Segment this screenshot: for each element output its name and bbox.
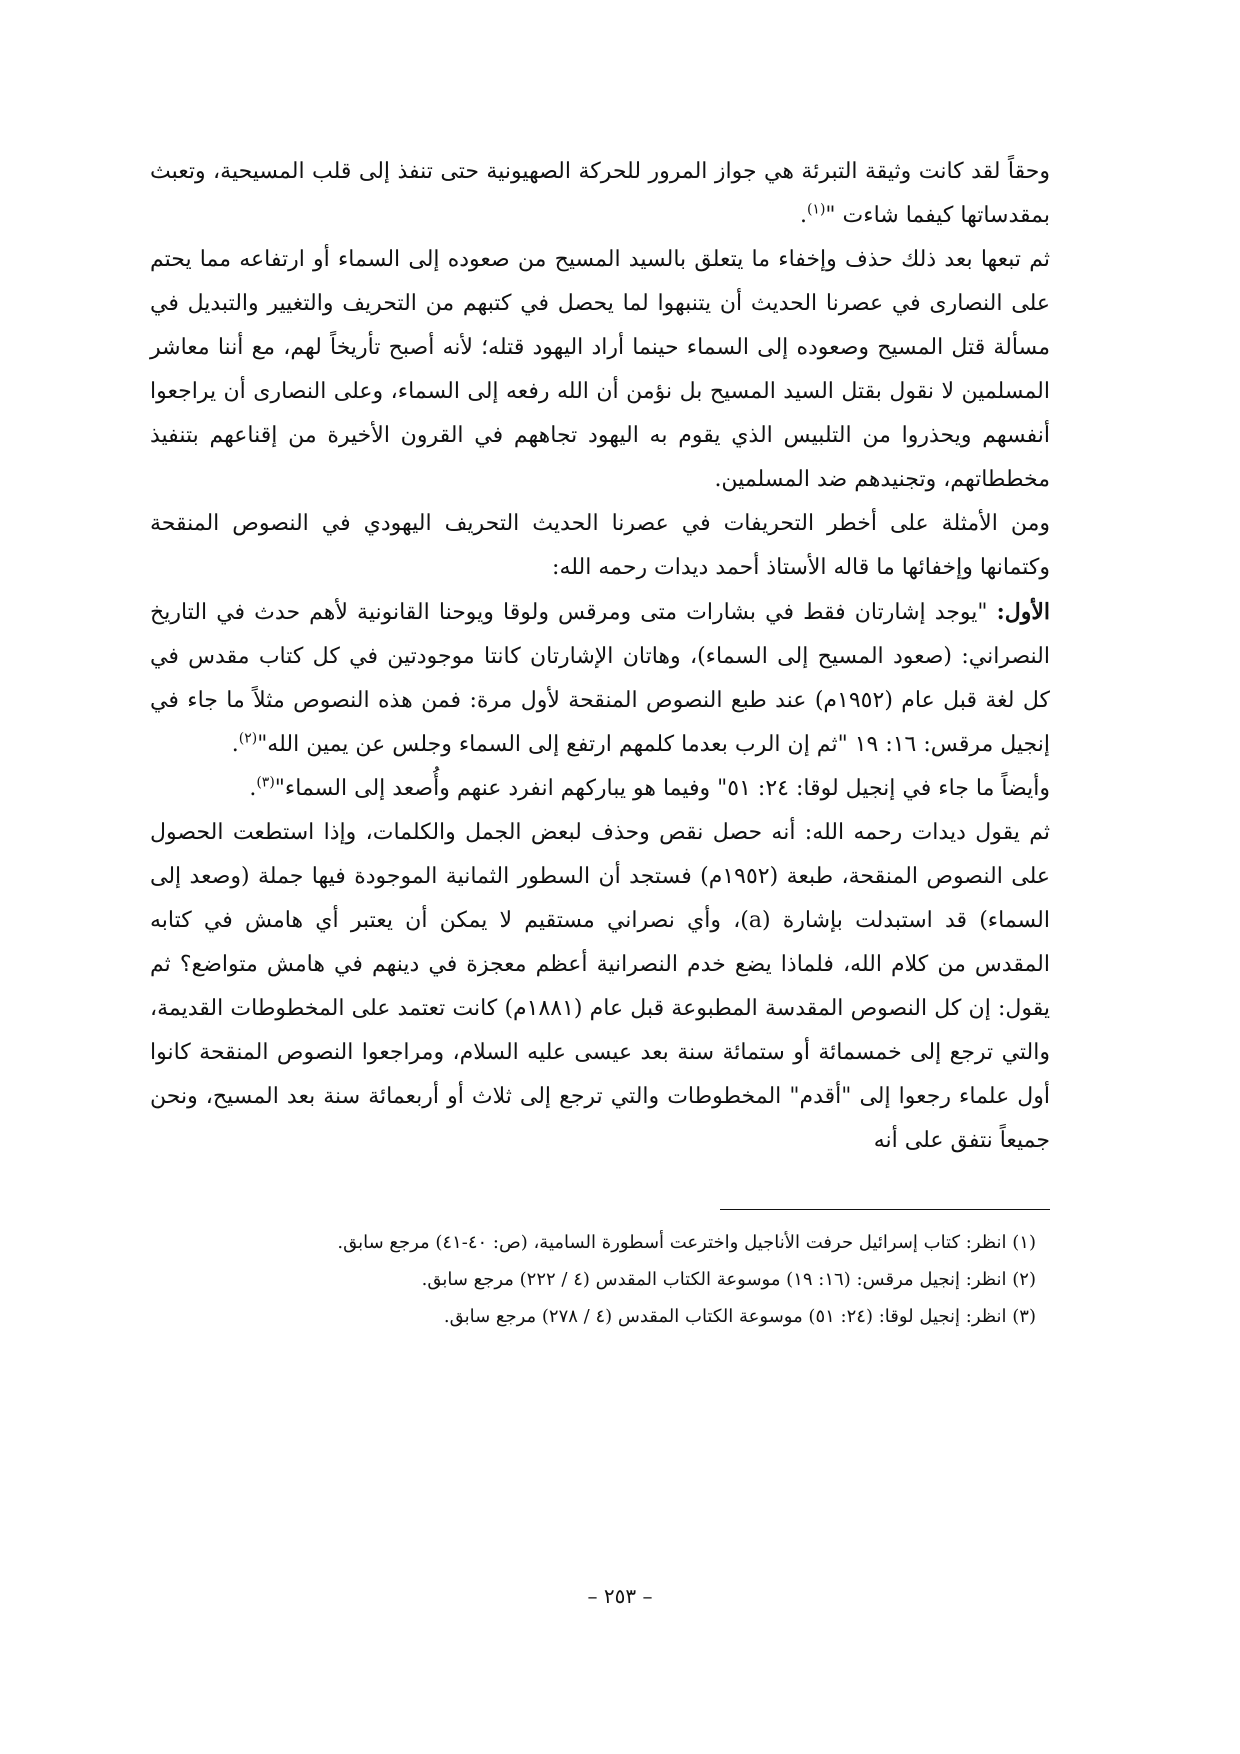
footnote-ref-3[interactable]: (٣) bbox=[256, 774, 275, 791]
footnotes bbox=[150, 1224, 1050, 1335]
footnote-separator bbox=[720, 1209, 1050, 1210]
footnote-3: (٣) انظر: إنجيل لوقا: (٢٤: ٥١) موسوعة الكتاب المقدس (٤ / ٢٧٨) مرجع سابق. bbox=[443, 1306, 1036, 1327]
page-content bbox=[150, 150, 1050, 1335]
paragraph-2: ثم تبعها بعد ذلك حذف وإخفاء ما يتعلق بالسيد المسيح من صعوده إلى السماء أو ارتفاعه مما يحتم على النصارى في عصرنا الحديث أن يتنبهوا لما يحصل في كتبهم من التحريف والتغيير والتبديل في مسألة قتل المسيح وصعوده إلى السماء حينما أراد اليهود قتله؛ لأنه أصبح تأريخاً لهم، مع أننا معاشر المسلمين لا نقول بقتل السيد المسيح بل نؤمن أن الله رفعه إلى السماء، وعلى النصارى أن يراجعوا أنفسهم ويحذروا من التلبيس الذي يقوم به اليهود تجاههم في القرون الأخيرة من إقناعهم بتنفيذ مخططاتهم، وتجنيدهم ضد المسلمين. bbox=[150, 247, 1050, 492]
footnote-ref-2[interactable]: (٢) bbox=[238, 730, 258, 747]
footnote-ref-1[interactable]: (١) bbox=[806, 201, 826, 218]
paragraph-3: ومن الأمثلة على أخطر التحريفات في عصرنا الحديث التحريف اليهودي في النصوص المنقحة وكتمانها وإخفائها ما قاله الأستاذ أحمد ديدات رحمه الله: bbox=[150, 511, 1050, 580]
paragraph-lead: الأول: bbox=[996, 599, 1050, 625]
paragraph-5: وأيضاً ما جاء في إنجيل لوقا: ٢٤: ٥١" وفيما هو يباركهم انفرد عنهم وأُصعد إلى السماء"$^{(٣)}$. bbox=[249, 774, 1050, 801]
main-text bbox=[150, 150, 1050, 1163]
footnote-1: (١) انظر: كتاب إسرائيل حرفت الأناجيل واخترعت أسطورة السامية، (ص: ٤٠-٤١) مرجع سابق. bbox=[337, 1232, 1036, 1253]
paragraph-6: ثم يقول ديدات رحمه الله: أنه حصل نقص وحذف لبعض الجمل والكلمات، وإذا استطعت الحصول على النصوص المنقحة، طبعة (١٩٥٢م) فستجد أن السطور الثمانية الموجودة فيها جملة (وصعد إلى السماء) قد استبدلت بإشارة (a)، وأي نصراني مستقيم لا يمكن أن يعتبر أي هامش في كتابه المقدس من كلام الله، فلماذا يضع خدم النصرانية أعظم معجزة في دينهم في هامش متواضع؟ ثم يقول: إن كل النصوص المقدسة المطبوعة قبل عام (١٨٨١م) كانت تعتمد على المخطوطات القديمة، والتي ترجع إلى خمسمائة أو ستمائة سنة بعد عيسى عليه السلام، ومراجعوا النصوص المنقحة كانوا أول علماء رجعوا إلى "أقدم" المخطوطات والتي ترجع إلى ثلاث أو أربعمائة سنة بعد المسيح، ونحن جميعاً نتفق على أنه bbox=[150, 820, 1050, 1153]
page-number: – ٢٥٣ – bbox=[587, 1584, 653, 1608]
paragraph-1: وحقاً لقد كانت وثيقة التبرئة هي جواز المرور للحركة الصهيونية حتى تنفذ إلى قلب المسيحية، وتعبث بمقدساتها كيفما شاءت "$^{(١)}$. bbox=[150, 159, 1050, 228]
paragraph-4: الأول: "يوجد إشارتان فقط في بشارات متى ومرقس ولوقا ويوحنا القانونية لأهم حدث في التاريخ النصراني: (صعود المسيح إلى السماء)، وهاتان الإشارتان كانتا موجودتين في كل كتاب مقدس في كل لغة قبل عام (١٩٥٢م) عند طبع النصوص المنقحة لأول مرة: فمن هذه النصوص مثلاً ما جاء في إنجيل مرقس: ١٦: ١٩ "ثم إن الرب بعدما كلمهم ارتفع إلى السماء وجلس عن يمين الله"$^{(٢)}$. bbox=[150, 599, 1050, 757]
footnote-2: (٢) انظر: إنجيل مرقس: (١٦: ١٩) موسوعة الكتاب المقدس (٤ / ٢٢٢) مرجع سابق. bbox=[421, 1269, 1036, 1290]
